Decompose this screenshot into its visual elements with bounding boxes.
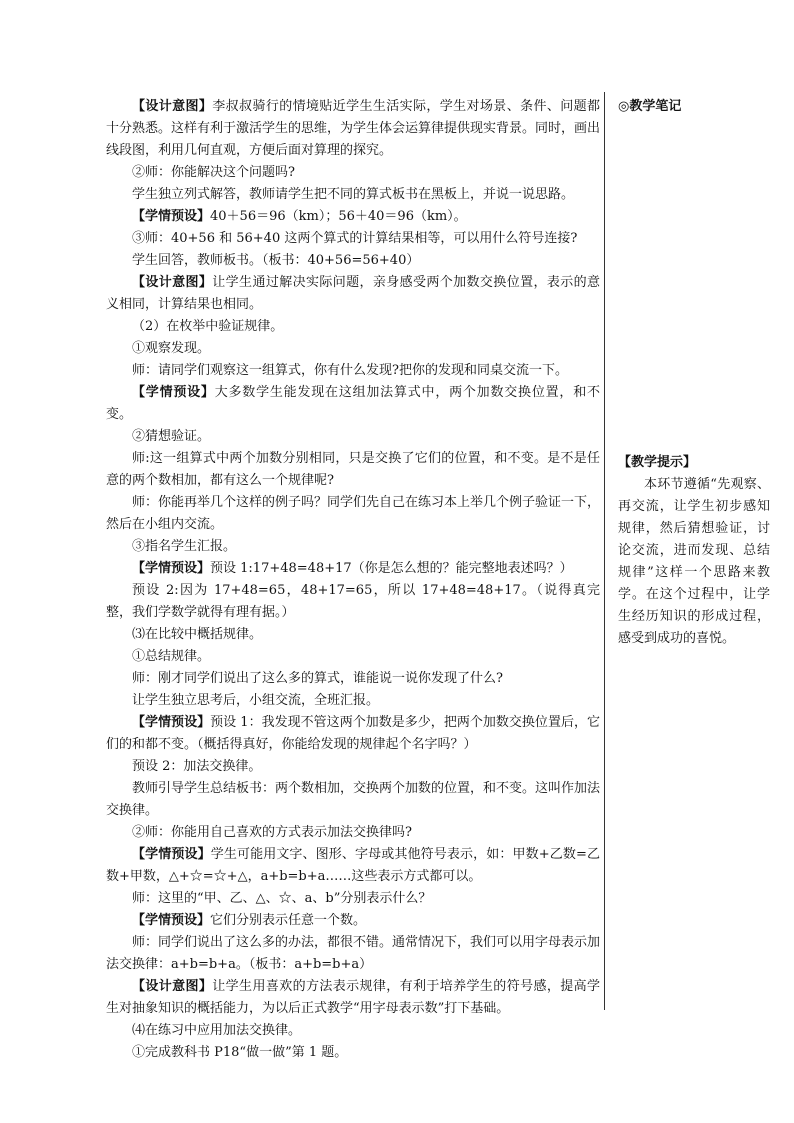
- paragraph-text: 学生可能用文字、图形、字母或其他符号表示，如：甲数+乙数=乙数+甲数，△+☆=☆+△，a+b=b+a……这些表示方式都可以。: [106, 847, 600, 884]
- paragraph: [106, 316, 600, 338]
- paragraph: [106, 448, 600, 492]
- paragraph-text: 师：同学们说出了这么多的办法，都很不错。通常情况下，我们可以用字母表示加法交换律：a+b=b+a。（板书：a+b=b+a）: [106, 935, 601, 972]
- paragraph: [106, 360, 600, 382]
- paragraph-text: ①完成教科书 P18“做一做”第 1 题。: [132, 1045, 348, 1060]
- teaching-hint-text: 本环节遵循“先观察、再交流，让学生初步感知规律，然后猜想验证，讨论交流，进而发现、总结规律”这样一个思路来教学。在这个过程中，让学生经历知识的形成过程，感受到成功的喜悦。: [618, 477, 770, 646]
- paragraph-text: ⑷在练习中应用加法交换律。: [132, 1023, 302, 1038]
- paragraph-text: ③指名学生汇报。: [132, 539, 237, 554]
- paragraph: [106, 690, 600, 712]
- paragraph-text: ②师：你能解决这个问题吗?: [132, 165, 295, 180]
- paragraph-text: ①观察发现。: [132, 341, 211, 356]
- section-tag: 【学情预设】: [132, 561, 211, 576]
- column-divider: [604, 92, 605, 1010]
- paragraph-text: 预设 2:因为 17+48=65，48+17=65，所以 17+48=48+17。（说得真完整，我们学数学就得有理有据。）: [106, 583, 600, 620]
- paragraph-text: ⑶在比较中概括规律。: [132, 627, 263, 642]
- paragraph: [106, 580, 600, 624]
- paragraph: [106, 668, 600, 690]
- teaching-notes: [618, 96, 770, 118]
- section-tag: 【学情预设】: [132, 385, 215, 400]
- paragraph-text: （2）在枚举中验证规律。: [132, 319, 284, 334]
- teaching-hint: [618, 452, 770, 650]
- paragraph: [106, 932, 600, 976]
- paragraph-text: ②猜想验证。: [132, 429, 211, 444]
- paragraph: [106, 888, 600, 910]
- paragraph: [106, 162, 600, 184]
- paragraph-text: 预设 2：加法交换律。: [132, 759, 262, 774]
- paragraph: [106, 250, 600, 272]
- section-tag: 【学情预设】: [132, 715, 211, 730]
- paragraph: [106, 822, 600, 844]
- paragraph-text: 让学生通过解决实际问题，亲身感受两个加数交换位置，表示的意义相同，计算结果也相同。: [106, 275, 600, 312]
- paragraph-text: ③师：40+56 和 56+40 这两个算式的计算结果相等，可以用什么符号连接?: [132, 231, 578, 246]
- paragraph-text: 让学生用喜欢的方法表示规律，有利于培养学生的符号感，提高学生对抽象知识的概括能力，为以后正式教学“用字母表示数”打下基础。: [106, 979, 600, 1016]
- section-tag: 【学情预设】: [132, 209, 211, 224]
- paragraph: [106, 338, 600, 360]
- paragraph-text: 它们分别表示任意一个数。: [210, 913, 367, 928]
- paragraph: [106, 756, 600, 778]
- paragraph: [106, 844, 600, 888]
- paragraph-text: 让学生独立思考后，小组交流，全班汇报。: [132, 693, 380, 708]
- paragraph-text: 师：这里的“甲、乙、△、☆、a、b”分别表示什么？: [132, 891, 432, 906]
- paragraph: [106, 206, 600, 228]
- section-tag: 【设计意图】: [132, 979, 213, 994]
- paragraph-text: 预设 1:17+48=48+17（你是怎么想的？能完整地表述吗？）: [210, 561, 573, 576]
- paragraph: [106, 910, 600, 932]
- paragraph: [106, 1042, 600, 1064]
- paragraph: [106, 558, 600, 580]
- teaching-notes-title: ◎教学笔记: [618, 99, 682, 114]
- paragraph-text: ①总结规律。: [132, 649, 211, 664]
- paragraph: [106, 712, 600, 756]
- paragraph-text: 李叔叔骑行的情境贴近学生生活实际，学生对场景、条件、问题都十分熟悉。这样有利于激活学生的思维，为学生体会运算律提供现实背景。同时，画出线段图，利用几何直观，方便后面对算理的探究。: [106, 99, 601, 158]
- paragraph: [106, 228, 600, 250]
- paragraph: [106, 272, 600, 316]
- paragraph: [106, 382, 600, 426]
- paragraph-text: 学生回答，教师板书。（板书：40+56=56+40）: [132, 253, 420, 268]
- paragraph: [106, 976, 600, 1020]
- paragraph: [106, 1020, 600, 1042]
- section-tag: 【设计意图】: [132, 275, 213, 290]
- paragraph: [106, 536, 600, 558]
- paragraph: [106, 492, 600, 536]
- paragraph-text: 师：你能再举几个这样的例子吗？同学们先自己在练习本上举几个例子验证一下，然后在小组内交流。: [106, 495, 601, 532]
- paragraph-text: 学生独立列式解答，教师请学生把不同的算式板书在黑板上，并说一说思路。: [132, 187, 575, 202]
- paragraph-text: 教师引导学生总结板书：两个数相加，交换两个加数的位置，和不变。这叫作加法交换律。: [106, 781, 601, 818]
- paragraph-text: 预设 1：我发现不管这两个加数是多少，把两个加数交换位置后，它们的和都不变。（概括得真好，你能给发现的规律起个名字吗？）: [106, 715, 600, 752]
- paragraph-text: 大多数学生能发现在这组加法算式中，两个加数交换位置，和不变。: [106, 385, 600, 422]
- paragraph: [106, 778, 600, 822]
- section-tag: 【学情预设】: [132, 913, 211, 928]
- lesson-body: [106, 96, 600, 1064]
- paragraph-text: ②师：你能用自己喜欢的方式表示加法交换律吗?: [132, 825, 412, 840]
- paragraph: [106, 184, 600, 206]
- section-tag: 【设计意图】: [132, 99, 213, 114]
- paragraph: [106, 426, 600, 448]
- paragraph-text: 40＋56＝96（km）；56＋40＝96（km）。: [210, 209, 467, 224]
- section-tag: 【学情预设】: [132, 847, 211, 862]
- paragraph: [106, 624, 600, 646]
- paragraph: [106, 646, 600, 668]
- paragraph-text: 师：请同学们观察这一组算式，你有什么发现?把你的发现和同桌交流一下。: [132, 363, 568, 378]
- paragraph: [106, 96, 600, 162]
- paragraph-text: 师:这一组算式中两个加数分别相同，只是交换了它们的位置，和不变。是不是任意的两个数相加，都有这么一个规律呢?: [106, 451, 600, 488]
- paragraph-text: 师：刚才同学们说出了这么多的算式，谁能说一说你发现了什么?: [132, 671, 503, 686]
- teaching-hint-title: 【教学提示】: [618, 455, 697, 470]
